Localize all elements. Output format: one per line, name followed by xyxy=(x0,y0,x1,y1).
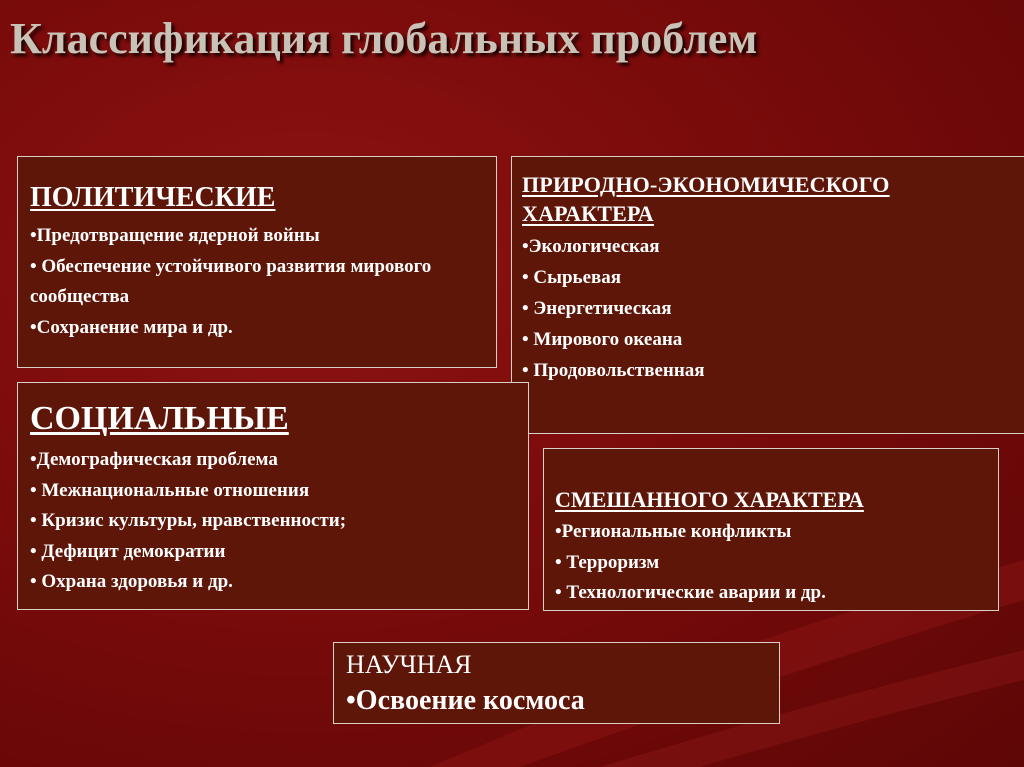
list-item: •Региональные конфликты xyxy=(555,521,792,542)
list-item: •Экологическая xyxy=(522,236,660,257)
science-list xyxy=(346,683,769,719)
science-box xyxy=(333,642,780,724)
list-item: • Мирового океана xyxy=(522,329,683,350)
nature-economic-list xyxy=(522,231,1020,386)
list-item: •Демографическая проблема xyxy=(30,449,278,470)
list-item: • Продовольственная xyxy=(522,360,705,381)
list-item: •Освоение космоса xyxy=(346,685,585,716)
political-heading: ПОЛИТИЧЕСКИЕ xyxy=(30,182,276,213)
list-item: • Охрана здоровья и др. xyxy=(30,571,233,592)
list-item: • Терроризм xyxy=(555,551,660,573)
social-box xyxy=(17,382,529,610)
list-item: •Сохранение мира и др. xyxy=(30,316,233,338)
list-item: • Обеспечение устойчивого развития мирового сообщества xyxy=(30,255,432,307)
list-item: • Энергетическая xyxy=(522,298,672,319)
list-item: • Кризис культуры, нравственности; xyxy=(30,510,347,531)
mixed-box xyxy=(543,448,999,611)
political-list xyxy=(30,221,486,343)
social-heading: СОЦИАЛЬНЫЕ xyxy=(30,400,289,437)
nature-economic-box xyxy=(511,156,1024,434)
list-item: • Технологические аварии и др. xyxy=(555,582,826,603)
nature-economic-heading: ПРИРОДНО-ЭКОНОМИЧЕСКОГО ХАРАКТЕРА xyxy=(522,172,890,226)
social-list xyxy=(30,445,518,598)
list-item: • Межнациональные отношения xyxy=(30,479,310,501)
slide-title: Классификация глобальных проблем xyxy=(10,14,758,63)
list-item: • Дефицит демократии xyxy=(30,540,226,562)
list-item: •Предотвращение ядерной войны xyxy=(30,225,320,246)
mixed-list xyxy=(555,517,988,609)
mixed-heading: СМЕШАННОГО ХАРАКТЕРА xyxy=(555,487,864,512)
science-heading: НАУЧНАЯ xyxy=(346,650,472,679)
political-box xyxy=(17,156,497,368)
list-item: • Сырьевая xyxy=(522,267,622,288)
